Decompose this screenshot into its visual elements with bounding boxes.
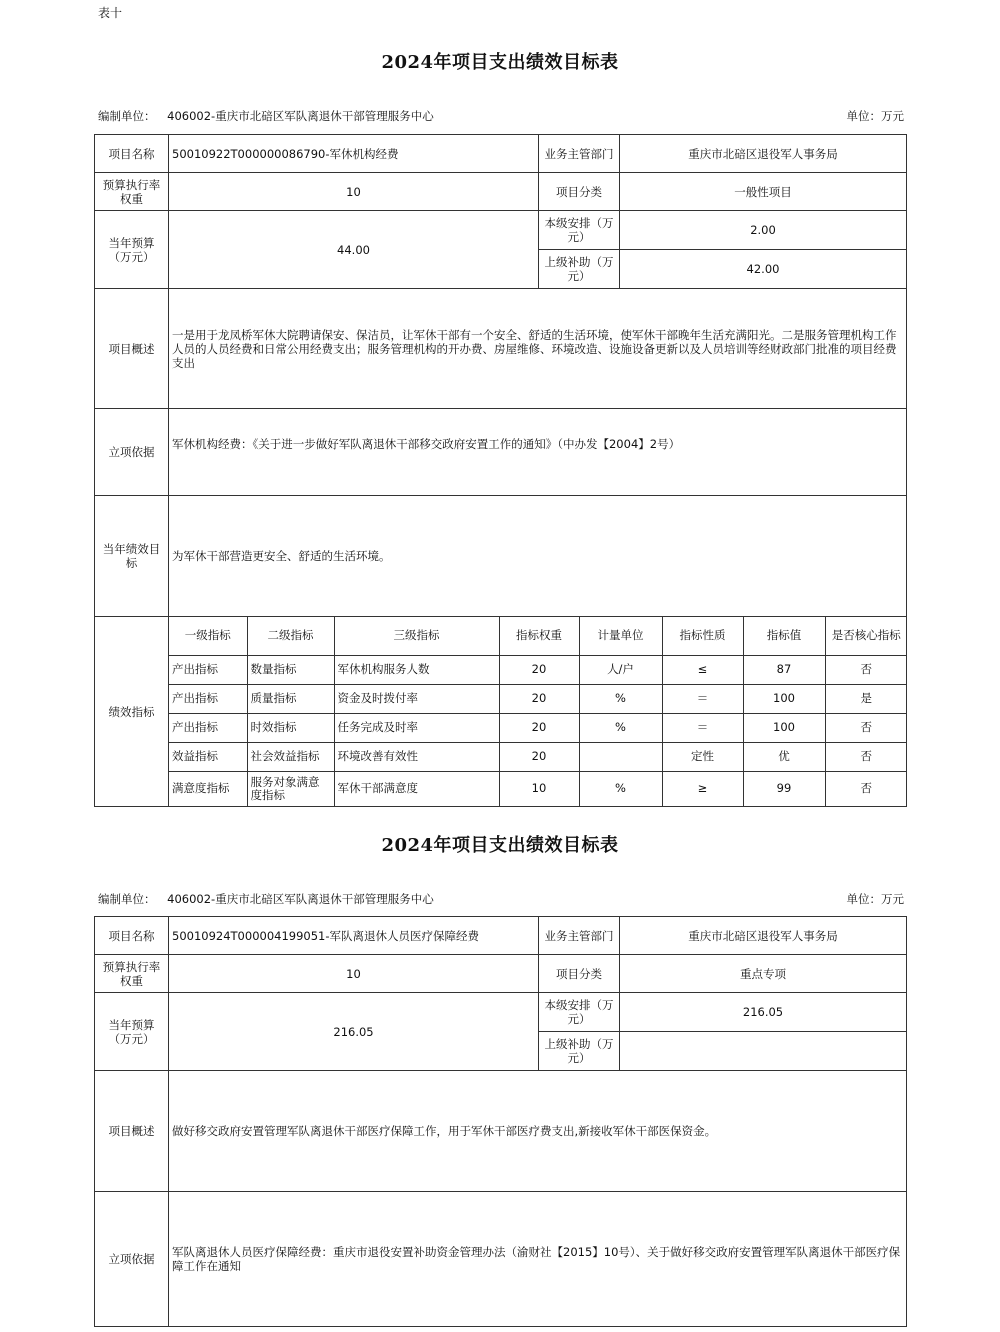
nature: ＝ bbox=[662, 713, 743, 742]
label-local: 本级安排（万元） bbox=[539, 211, 620, 250]
org-line-2 bbox=[98, 891, 904, 907]
page-title-1: 2024年项目支出绩效目标表 bbox=[381, 52, 619, 73]
superior-value: 42.00 bbox=[620, 250, 907, 289]
exec-weight-value: 10 bbox=[169, 173, 539, 211]
currency-unit: 单位：万元 bbox=[846, 109, 904, 123]
label-budget: 当年预算（万元） bbox=[95, 211, 169, 289]
label-exec-weight: 预算执行率权重 bbox=[95, 173, 169, 211]
is-core: 否 bbox=[825, 713, 907, 742]
department-value: 重庆市北碚区退役军人事务局 bbox=[620, 135, 907, 173]
target-value: 100 bbox=[743, 713, 825, 742]
basis-value: 军休机构经费：《关于进一步做好军队离退休干部移交政府安置工作的通知》（中办发【2004】2号） bbox=[169, 409, 907, 496]
level3: 任务完成及时率 bbox=[334, 713, 499, 742]
unit: % bbox=[579, 771, 662, 806]
label-superior: 上级补助（万元） bbox=[539, 250, 620, 289]
sheet-label: 表十 bbox=[98, 6, 123, 20]
overview-value: 一是用于龙凤桥军休大院聘请保安、保洁员，让军休干部有一个安全、舒适的生活环境，使军休干部晚年生活充满阳光。二是服务管理机构工作人员的人员经费和日常公用经费支出；服务管理机构的开办费、房屋维修、环境改造、设施设备更新以及人员培训等经财政部门批准的项目经费支出 bbox=[169, 289, 907, 409]
weight: 20 bbox=[499, 655, 579, 684]
local-value: 216.05 bbox=[620, 993, 907, 1032]
level1: 满意度指标 bbox=[169, 771, 247, 806]
department-value: 重庆市北碚区退役军人事务局 bbox=[620, 917, 907, 955]
org-label: 编制单位： bbox=[98, 892, 156, 906]
label-indicators: 绩效指标 bbox=[95, 617, 169, 807]
nature: ≥ bbox=[662, 771, 743, 806]
is-core: 否 bbox=[825, 742, 907, 771]
basis-value: 军队离退休人员医疗保障经费：重庆市退役安置补助资金管理办法（渝财社【2015】10号）、关于做好移交政府安置管理军队离退休干部医疗保障工作在通知 bbox=[169, 1192, 907, 1327]
weight: 20 bbox=[499, 742, 579, 771]
org-name: 406002-重庆市北碚区军队离退休干部管理服务中心 bbox=[167, 109, 434, 123]
weight: 20 bbox=[499, 684, 579, 713]
label-department: 业务主管部门 bbox=[539, 135, 620, 173]
is-core: 否 bbox=[825, 771, 907, 806]
label-superior: 上级补助（万元） bbox=[539, 1032, 620, 1071]
org-line-1 bbox=[98, 108, 904, 124]
level2: 社会效益指标 bbox=[247, 742, 334, 771]
unit: % bbox=[579, 684, 662, 713]
nature: ＝ bbox=[662, 684, 743, 713]
performance-table-1 bbox=[94, 134, 907, 807]
level2: 数量指标 bbox=[247, 655, 334, 684]
label-project-name: 项目名称 bbox=[95, 917, 169, 955]
header-level1: 一级指标 bbox=[169, 617, 247, 655]
header-nature: 指标性质 bbox=[662, 617, 743, 655]
indicator-row bbox=[169, 655, 907, 684]
level3: 资金及时拨付率 bbox=[334, 684, 499, 713]
project-name-value: 50010922T000000086790-军休机构经费 bbox=[169, 135, 539, 173]
level1: 产出指标 bbox=[169, 684, 247, 713]
page-title-2: 2024年项目支出绩效目标表 bbox=[381, 835, 619, 856]
local-value: 2.00 bbox=[620, 211, 907, 250]
unit bbox=[579, 742, 662, 771]
category-value: 重点专项 bbox=[620, 955, 907, 993]
exec-weight-value: 10 bbox=[169, 955, 539, 993]
level1: 产出指标 bbox=[169, 655, 247, 684]
target-value: 87 bbox=[743, 655, 825, 684]
label-category: 项目分类 bbox=[539, 173, 620, 211]
indicators-table bbox=[169, 617, 907, 806]
superior-value bbox=[620, 1032, 907, 1071]
org-name: 406002-重庆市北碚区军队离退休干部管理服务中心 bbox=[167, 892, 434, 906]
unit: 人/户 bbox=[579, 655, 662, 684]
label-overview: 项目概述 bbox=[95, 289, 169, 409]
is-core: 否 bbox=[825, 655, 907, 684]
indicator-row bbox=[169, 771, 907, 806]
org-label: 编制单位： bbox=[98, 109, 156, 123]
target-value: 100 bbox=[743, 684, 825, 713]
weight: 10 bbox=[499, 771, 579, 806]
label-project-name: 项目名称 bbox=[95, 135, 169, 173]
goal-value: 为军休干部营造更安全、舒适的生活环境。 bbox=[169, 496, 907, 617]
header-level2: 二级指标 bbox=[247, 617, 334, 655]
level3: 军休干部满意度 bbox=[334, 771, 499, 806]
indicators-cell bbox=[169, 617, 907, 807]
level2: 时效指标 bbox=[247, 713, 334, 742]
label-basis: 立项依据 bbox=[95, 1192, 169, 1327]
header-weight: 指标权重 bbox=[499, 617, 579, 655]
indicators-header-row bbox=[169, 617, 907, 655]
level2: 服务对象满意度指标 bbox=[247, 771, 334, 806]
level1: 效益指标 bbox=[169, 742, 247, 771]
is-core: 是 bbox=[825, 684, 907, 713]
project-name-value: 50010924T000004199051-军队离退休人员医疗保障经费 bbox=[169, 917, 539, 955]
label-exec-weight: 预算执行率权重 bbox=[95, 955, 169, 993]
nature: 定性 bbox=[662, 742, 743, 771]
header-unit: 计量单位 bbox=[579, 617, 662, 655]
indicator-row bbox=[169, 713, 907, 742]
level2: 质量指标 bbox=[247, 684, 334, 713]
header-value: 指标值 bbox=[743, 617, 825, 655]
nature: ≤ bbox=[662, 655, 743, 684]
budget-value: 216.05 bbox=[169, 993, 539, 1071]
header-core: 是否核心指标 bbox=[825, 617, 907, 655]
overview-value: 做好移交政府安置管理军队离退休干部医疗保障工作，用于军休干部医疗费支出,新接收军休干部医保资金。 bbox=[169, 1071, 907, 1192]
label-basis: 立项依据 bbox=[95, 409, 169, 496]
label-goal: 当年绩效目标 bbox=[95, 496, 169, 617]
header-level3: 三级指标 bbox=[334, 617, 499, 655]
label-category: 项目分类 bbox=[539, 955, 620, 993]
indicator-row bbox=[169, 684, 907, 713]
level3: 军休机构服务人数 bbox=[334, 655, 499, 684]
budget-value: 44.00 bbox=[169, 211, 539, 289]
currency-unit: 单位：万元 bbox=[846, 892, 904, 906]
indicator-row bbox=[169, 742, 907, 771]
performance-table-2 bbox=[94, 916, 907, 1327]
weight: 20 bbox=[499, 713, 579, 742]
level3: 环境改善有效性 bbox=[334, 742, 499, 771]
label-department: 业务主管部门 bbox=[539, 917, 620, 955]
label-budget: 当年预算（万元） bbox=[95, 993, 169, 1071]
unit: % bbox=[579, 713, 662, 742]
target-value: 优 bbox=[743, 742, 825, 771]
category-value: 一般性项目 bbox=[620, 173, 907, 211]
label-local: 本级安排（万元） bbox=[539, 993, 620, 1032]
target-value: 99 bbox=[743, 771, 825, 806]
label-overview: 项目概述 bbox=[95, 1071, 169, 1192]
level1: 产出指标 bbox=[169, 713, 247, 742]
